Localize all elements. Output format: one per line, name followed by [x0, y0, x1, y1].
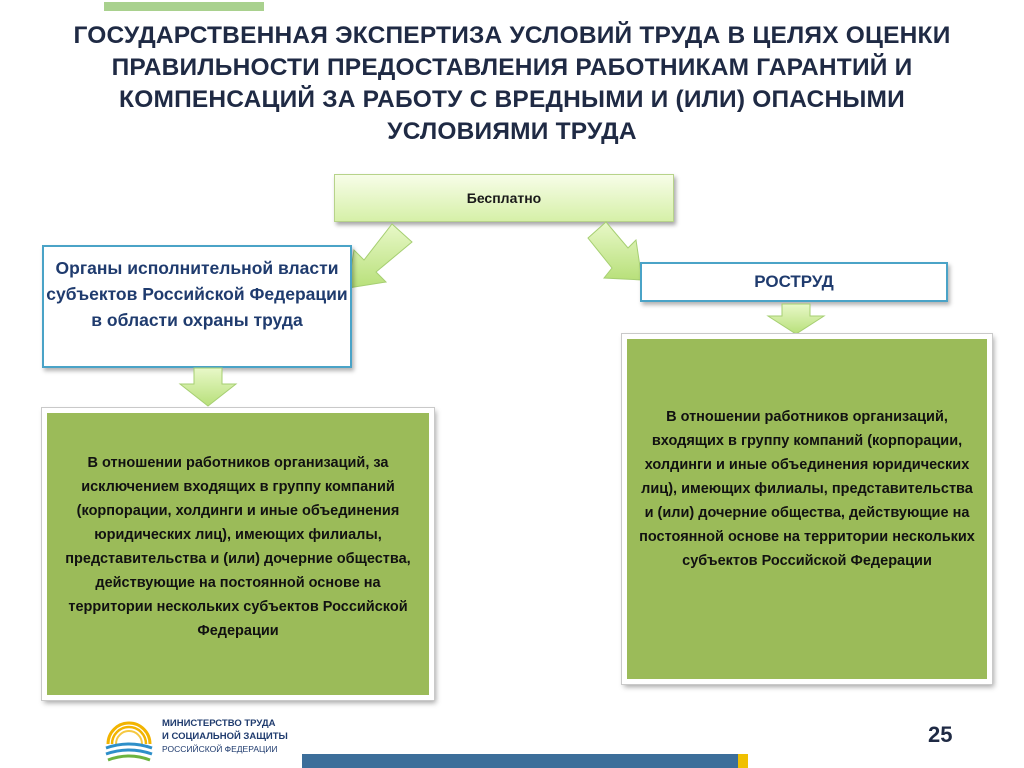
ministry-name: [162, 717, 288, 756]
rostrud-box: РОСТРУД: [640, 262, 948, 302]
regional-scope-panel: В отношении работников организаций, за исключением входящих в группу компаний (корпорации, холдинги и иные объединения юридических лиц), имеющих филиалы, представительства и (или) дочерние общества, действующие на постоянной основе на территории нескольких субъектов Российской Федерации: [42, 408, 434, 700]
arrow-down-left-icon: [178, 366, 238, 408]
ministry-line-2: И СОЦИАЛЬНОЙ ЗАЩИТЫ: [162, 731, 288, 742]
regional-authorities-box: Органы исполнительной власти субъектов Российской Федерации в области охраны труда: [42, 245, 352, 368]
ministry-logo-icon: [104, 714, 154, 764]
bottom-bar: [302, 754, 738, 768]
bottom-bar-accent: [738, 754, 748, 768]
arrow-down-right-icon: [766, 302, 826, 336]
page-number: 25: [928, 722, 953, 747]
free-of-charge-box: Бесплатно: [334, 174, 674, 222]
rostrud-scope-panel: В отношении работников организаций, входящих в группу компаний (корпорации, холдинги и иные объединения юридических лиц), имеющих филиалы, представительства и (или) дочерние общества, действующие на постоянной основе на территории нескольких субъектов Российской Федерации: [622, 334, 992, 684]
top-accent-bar: [104, 2, 264, 11]
ministry-line-1: МИНИСТЕРСТВО ТРУДА: [162, 718, 276, 729]
ministry-line-3: РОССИЙСКОЙ ФЕДЕРАЦИИ: [162, 744, 278, 754]
slide-title: ГОСУДАРСТВЕННАЯ ЭКСПЕРТИЗА УСЛОВИЙ ТРУДА В ЦЕЛЯХ ОЦЕНКИ ПРАВИЛЬНОСТИ ПРЕДОСТАВЛЕНИЯ РАБОТНИКАМ ГАРАНТИЙ И КОМПЕНСАЦИЙ ЗА РАБОТУ С ВРЕДНЫМИ И (ИЛИ) ОПАСНЫМИ УСЛОВИЯМИ ТРУДА: [73, 22, 951, 145]
